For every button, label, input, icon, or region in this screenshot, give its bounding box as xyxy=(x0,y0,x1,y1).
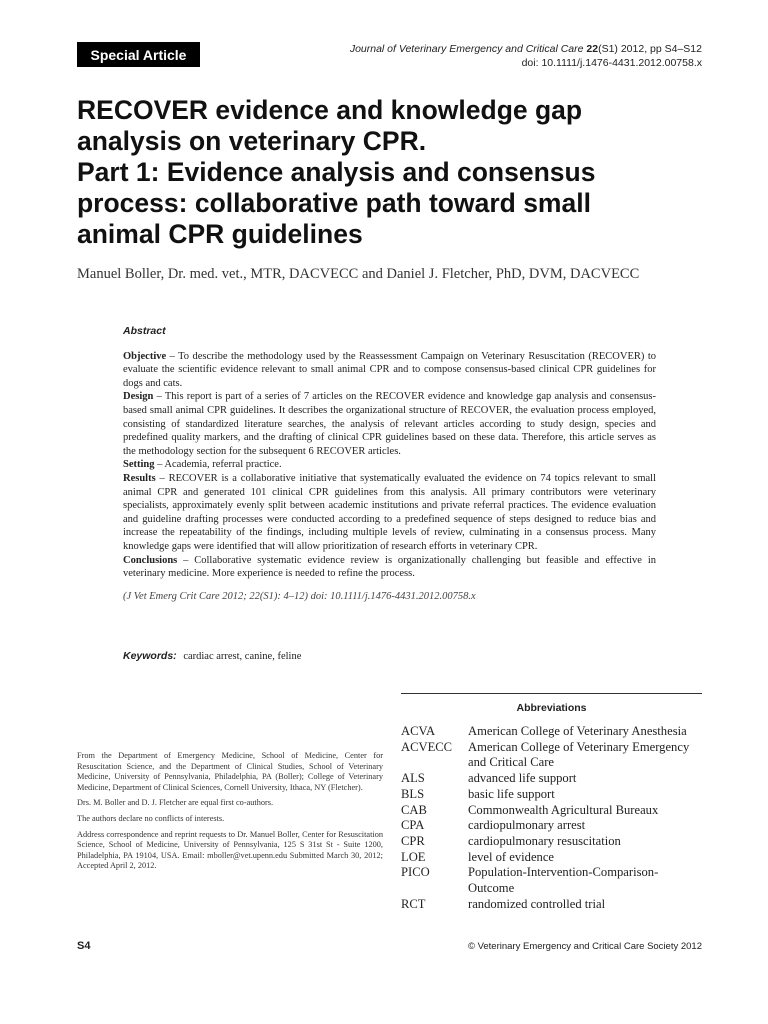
abstract-label: Design xyxy=(123,391,154,403)
abbreviation: CAB xyxy=(401,802,427,817)
keywords xyxy=(123,650,301,662)
title-line: animal CPR guidelines xyxy=(77,219,363,249)
abbreviation-row xyxy=(401,850,702,866)
abbreviation-row xyxy=(401,740,702,771)
abstract-design xyxy=(123,390,656,458)
abstract-heading: Abstract xyxy=(123,325,166,337)
abbreviation-definition: American College of Veterinary Emergency and Critical Care xyxy=(468,739,690,770)
title-line: RECOVER evidence and knowledge gap xyxy=(77,95,583,125)
conflict-note: The authors declare no conflicts of interests. xyxy=(77,813,225,823)
abbreviation-row xyxy=(401,724,702,740)
title-line: process: collaborative path toward small xyxy=(77,188,591,218)
affiliation-paragraph: From the Department of Emergency Medicine, School of Medicine, Center for Resuscitation Science, and the Department of Clinical Studies, School of Veterinary Medicine, University of Pennsylvania, Philadelphia, PA (Boller); College of Veterinary Medicine, Department of Clinical Sciences, Cornell University, Ithaca, NY (Fletcher). xyxy=(77,751,383,792)
journal-reference xyxy=(350,42,702,70)
abbreviation: PICO xyxy=(401,865,430,880)
abbreviation-row xyxy=(401,897,702,913)
co-author-note: Drs. M. Boller and D. J. Fletcher are equal first co-authors. xyxy=(77,798,274,808)
abstract-objective xyxy=(123,350,656,391)
journal-name: Journal of Veterinary Emergency and Critical Care xyxy=(349,43,584,55)
abstract-label: Setting xyxy=(123,459,155,471)
abbreviation-row xyxy=(401,803,702,819)
abbreviation-row xyxy=(401,865,702,896)
abstract-label: Objective xyxy=(123,350,167,362)
abstract-text: – This report is part of a series of 7 articles on the RECOVER evidence and knowledge gap analysis and consensus-based small animal CPR guidelines. It describes the organizational structure of RECOVER, the evaluation process employed, consisting of standardized literature searches, the analysis of relevant articles according to study design, species and predefined quality markers, and the drafting of clinical CPR guidelines based on these data. Therefore, this article serves as the methodology section for the subsequent 6 RECOVER articles. xyxy=(123,391,656,457)
abbreviation-definition: American College of Veterinary Anesthesia xyxy=(468,724,687,738)
abbreviation-definition: advanced life support xyxy=(468,771,577,786)
abbreviation-definition: level of evidence xyxy=(468,849,555,864)
abbreviations-box xyxy=(401,693,702,912)
abbreviation: ACVECC xyxy=(401,739,453,754)
abbreviation-definition: Commonwealth Agricultural Bureaux xyxy=(468,802,659,817)
abbreviation-row xyxy=(401,787,702,803)
abbreviation: CPA xyxy=(401,818,425,833)
abstract xyxy=(123,325,656,603)
journal-issue-pages: (S1) 2012, pp S4–S12 xyxy=(598,43,702,55)
abbreviation: BLS xyxy=(401,786,425,801)
abbreviation-row xyxy=(401,771,702,787)
copyright-notice: © Veterinary Emergency and Critical Care Society 2012 xyxy=(467,941,702,952)
abbreviation: CPR xyxy=(401,833,425,848)
abstract-text: – To describe the methodology used by the Reassessment Campaign on Veterinary Resuscitation (RECOVER) to evaluate the scientific evidence relevant to small animal CPR and to compose consensus-based clinical CPR guidelines for dogs and cats. xyxy=(123,350,656,389)
title-line: Part 1: Evidence analysis and consensus xyxy=(77,157,596,187)
abbreviation: LOE xyxy=(401,849,426,864)
abstract-results xyxy=(123,472,656,554)
article-title xyxy=(77,95,717,250)
abstract-text: – RECOVER is a collaborative initiative that systematically evaluated the evidence on 74 topics relevant to small animal CPR and generated 101 clinical CPR guidelines from this analysis. All primary contributors were veterinary specialists, approximately evenly split between academic institutions and private referral practices. The evidence evaluation and guideline drafting processes were conducted according to a predefined sequence of steps designed to reduce bias and increase the repeatability of the findings, including multiple levels of review, culminating in a consensus process. Many knowledge gaps were identified that will allow prioritization of research efforts in veterinary CPR. xyxy=(123,472,656,552)
keywords-text: cardiac arrest, canine, feline xyxy=(183,651,302,662)
abbreviation: RCT xyxy=(401,896,426,911)
abstract-text: – Collaborative systematic evidence review is organizationally challenging but feasible and effective in veterinary medicine. More experience is needed to refine the process. xyxy=(123,554,656,580)
article-type-badge: Special Article xyxy=(77,42,200,67)
abbreviations-rule xyxy=(401,693,702,694)
page-number: S4 xyxy=(77,940,91,952)
abstract-setting xyxy=(123,458,656,472)
abbreviation-row xyxy=(401,818,702,834)
title-line: analysis on veterinary CPR. xyxy=(77,126,427,156)
abbreviation: ACVA xyxy=(401,724,436,738)
journal-citation-line xyxy=(350,42,702,56)
abbreviation-definition: randomized controlled trial xyxy=(468,896,606,911)
journal-doi: doi: 10.1111/j.1476-4431.2012.00758.x xyxy=(521,57,702,69)
affiliation-notes xyxy=(77,751,383,877)
keywords-label: Keywords: xyxy=(123,650,177,662)
abstract-label: Results xyxy=(123,472,156,484)
author-list: Manuel Boller, Dr. med. vet., MTR, DACVECC and Daniel J. Fletcher, PhD, DVM, DACVECC xyxy=(77,266,640,282)
abbreviation-definition: cardiopulmonary resuscitation xyxy=(468,833,621,848)
abstract-label: Conclusions xyxy=(123,554,178,566)
abbreviation-definition: basic life support xyxy=(468,786,555,801)
abstract-conclusions xyxy=(123,554,656,581)
abbreviation-definition: cardiopulmonary arrest xyxy=(468,818,586,833)
abbreviation-definition: Population-Intervention-Comparison-Outcome xyxy=(468,865,659,896)
abbreviation-row xyxy=(401,834,702,850)
journal-volume: 22 xyxy=(586,43,599,55)
correspondence-note: Address correspondence and reprint requests to Dr. Manuel Boller, Center for Resuscitation Science, School of Medicine, University of Pennsylvania, 125 S 31st St - Suite 1200, Philadelphia, PA 19104, USA. Email: mboller@vet.upenn.edu Submitted March 30, 2012; Accepted April 2, 2012. xyxy=(77,829,383,871)
abstract-text: – Academia, referral practice. xyxy=(154,459,282,471)
abstract-citation: (J Vet Emerg Crit Care 2012; 22(S1): 4–12) doi: 10.1111/j.1476-4431.2012.00758.x xyxy=(123,590,476,602)
abbreviation: ALS xyxy=(401,771,425,786)
abbreviations-heading: Abbreviations xyxy=(516,702,587,714)
